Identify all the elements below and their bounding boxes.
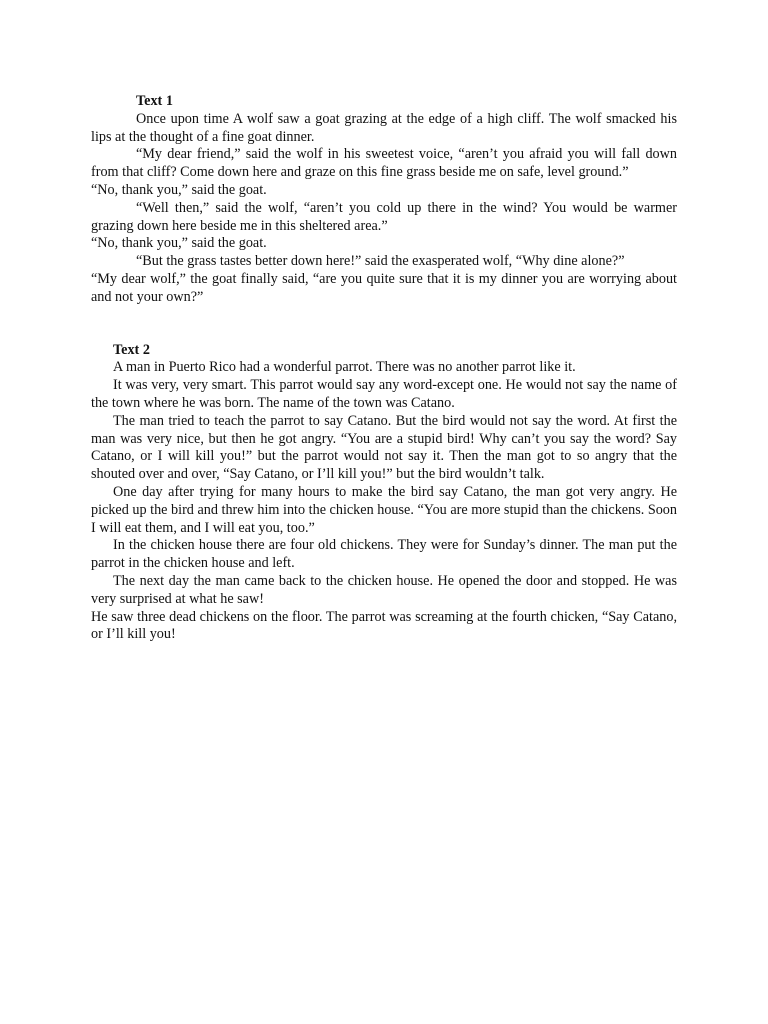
text2-paragraph: He saw three dead chickens on the floor. The parrot was screaming at the fourth chicken, “Say Catano, or I’ll kill you! [91,608,677,643]
section-spacer [91,307,677,342]
text2-paragraph: The next day the man came back to the chicken house. He opened the door and stopped. He was very surprised at what he saw! [91,572,677,607]
text1-paragraph: “Well then,” said the wolf, “aren’t you cold up there in the wind? You would be warmer grazing down here beside me in this sheltered area.” [91,199,677,234]
text2-paragraph: It was very, very smart. This parrot would say any word-except one. He would not say the name of the town where he was born. The name of the town was Catano. [91,377,677,411]
text2-paragraph: The man tried to teach the parrot to say Catano. But the bird would not say the word. At first the man was very nice, but then he got angry. “You are a stupid bird! Why can’t you say the word? Say Catano, or I will kill you!” but the parrot would not say it. Then the man got to so angry that the shouted over and over, “Say Catano, or I’ll kill you!” but the bird wouldn’t talk. [91,412,677,483]
text1-paragraph: Once upon time A wolf saw a goat grazing at the edge of a high cliff. The wolf smacked his lips at the thought of a fine goat dinner. [91,110,677,145]
text2-section [91,342,677,645]
text1-paragraph: “My dear wolf,” the goat finally said, “are you quite sure that it is my dinner you are worrying about and not your own?” [91,270,677,305]
text1-heading: Text 1 [136,93,173,109]
text1-paragraph: “But the grass tastes better down here!” said the exasperated wolf, “Why dine alone?” [136,253,625,270]
text2-paragraph: One day after trying for many hours to make the bird say Catano, the man got very angry. He picked up the bird and threw him into the chicken house. “You are more stupid than the chickens. Soon I will eat them, and I will eat you, too.” [91,483,677,536]
text2-paragraph: In the chicken house there are four old chickens. They were for Sunday’s dinner. The man put the parrot in the chicken house and left. [91,537,677,572]
document-page [91,93,677,644]
text2-paragraph: A man in Puerto Rico had a wonderful parrot. There was no another parrot like it. [113,359,576,376]
text1-paragraph: “My dear friend,” said the wolf in his sweetest voice, “aren’t you afraid you will fall down from that cliff? Come down here and graze on this fine grass beside me on safe, level ground.” [91,146,677,181]
text1-paragraph: “No, thank you,” said the goat. [91,181,267,198]
text2-heading: Text 2 [113,341,150,358]
text1-paragraph: “No, thank you,” said the goat. [91,235,267,252]
text1-section [91,93,677,307]
